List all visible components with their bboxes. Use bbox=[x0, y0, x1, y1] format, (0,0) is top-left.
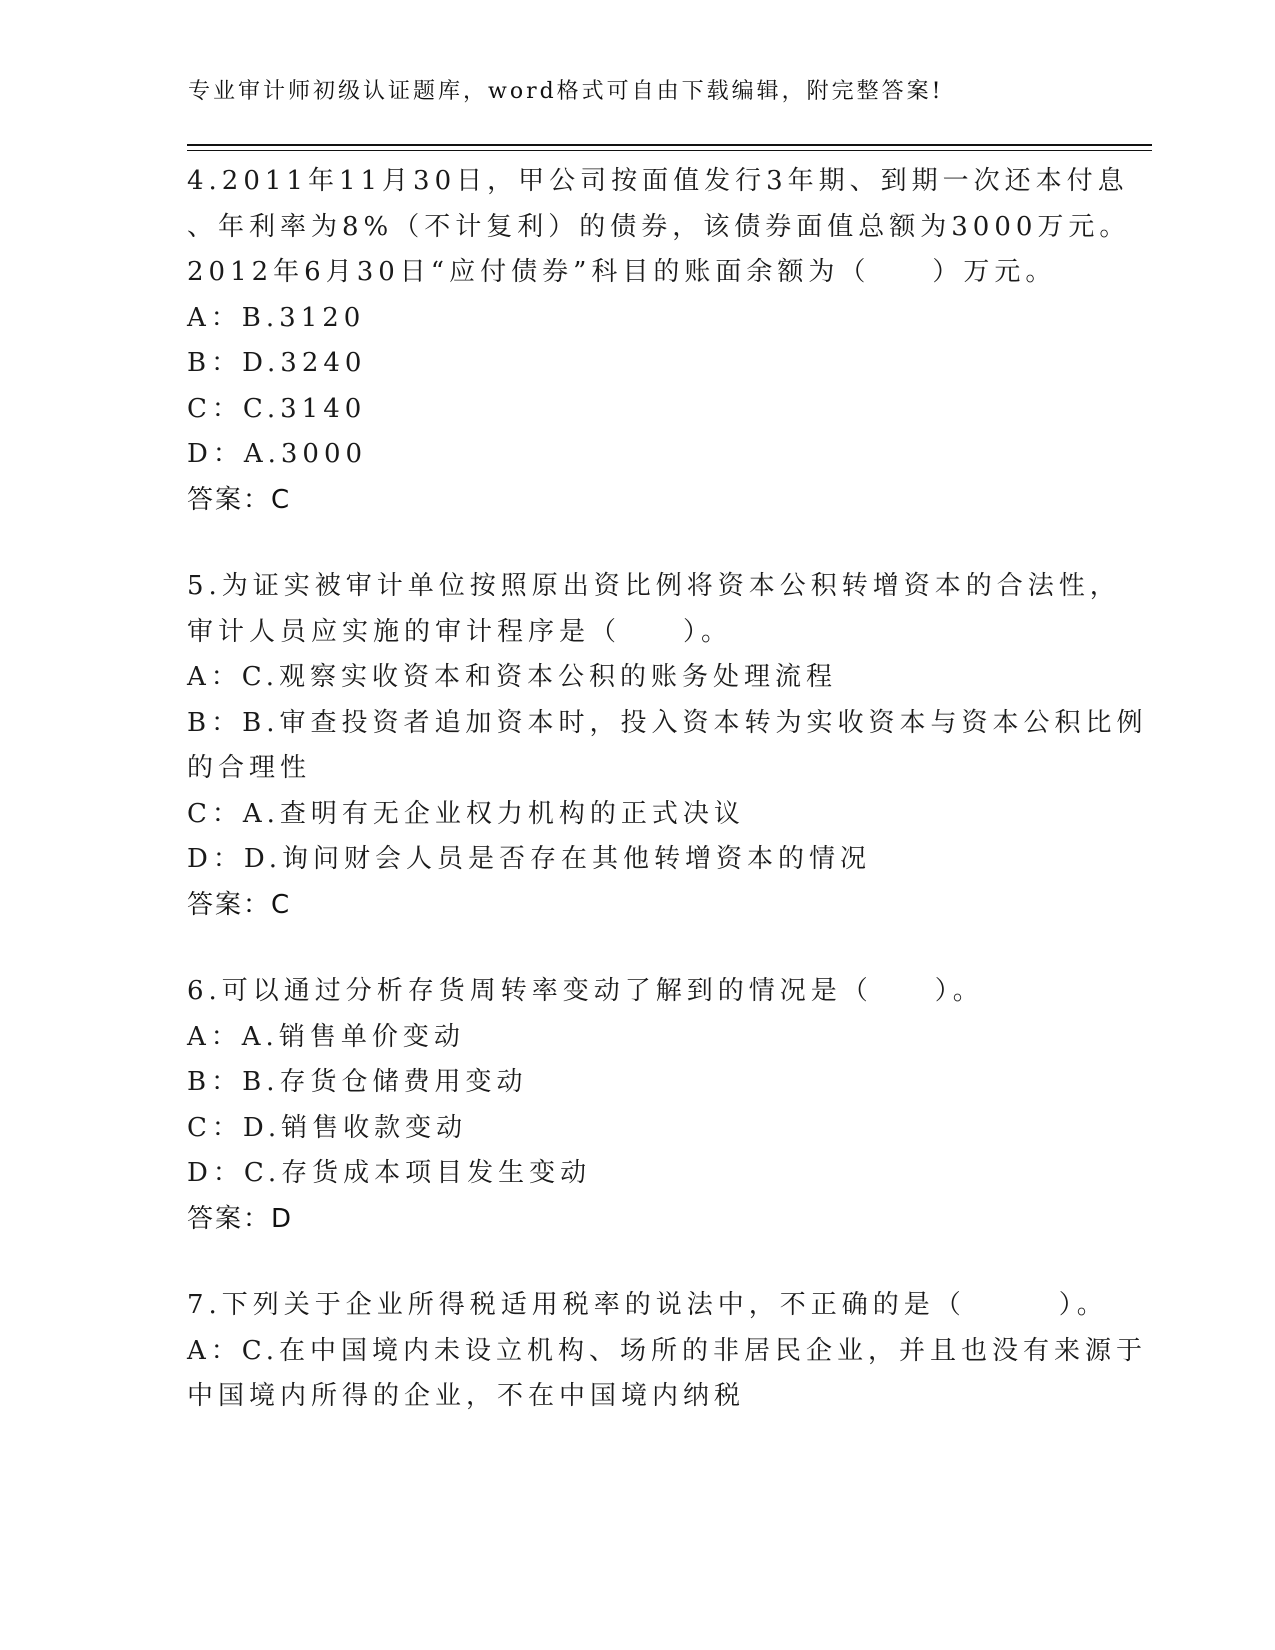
answer bbox=[187, 883, 1087, 929]
question-stem-line: 、年利率为8%（不计复利）的债券，该债券面值总额为3000万元。 bbox=[187, 211, 1131, 242]
option-a: A：A.销售单价变动 bbox=[187, 1021, 465, 1052]
answer-label: 答案： bbox=[187, 484, 272, 515]
option-d: D：C.存货成本项目发生变动 bbox=[187, 1158, 592, 1188]
question-6 bbox=[187, 969, 1087, 1242]
option-b: B：D.3240 bbox=[187, 348, 367, 378]
page-header: 专业审计师初级认证题库，word格式可自由下载编辑，附完整答案! bbox=[188, 79, 944, 104]
option-b-continued: 的合理性 bbox=[187, 753, 312, 783]
answer-label: 答案： bbox=[187, 889, 272, 920]
option-c: C：D.销售收款变动 bbox=[187, 1112, 468, 1143]
option-a: A：C.观察实收资本和资本公积的账务处理流程 bbox=[187, 662, 838, 692]
answer bbox=[187, 1197, 1087, 1243]
option-a: A：C.在中国境内未设立机构、场所的非居民企业，并且也没有来源于 bbox=[187, 1335, 1148, 1366]
option-d: D：A.3000 bbox=[187, 439, 368, 469]
question-stem-line: 4.2011年11月30日，甲公司按面值发行3年期、到期一次还本付息 bbox=[187, 166, 1129, 196]
answer-value: C bbox=[271, 484, 290, 515]
question-stem-line: 5.为证实被审计单位按照原出资比例将资本公积转增资本的合法性， bbox=[187, 571, 1121, 601]
option-a-continued: 中国境内所得的企业，不在中国境内纳税 bbox=[187, 1381, 746, 1411]
question-5 bbox=[187, 564, 1148, 928]
option-a: A：B.3120 bbox=[187, 302, 366, 333]
question-stem-line: 7.下列关于企业所得税适用税率的说法中，不正确的是（ ）。 bbox=[187, 1290, 1108, 1320]
question-7 bbox=[187, 1283, 1148, 1420]
option-b: B：B.审查投资者追加资本时，投入资本转为实收资本与资本公积比例 bbox=[187, 707, 1148, 738]
question-list bbox=[187, 159, 1148, 1461]
answer-value: C bbox=[271, 889, 290, 920]
answer-label: 答案： bbox=[187, 1203, 272, 1234]
answer-value: D bbox=[271, 1203, 292, 1234]
header-rule bbox=[187, 144, 1152, 146]
answer bbox=[187, 478, 1087, 524]
option-c: C：C.3140 bbox=[187, 393, 367, 424]
header-rule-thin bbox=[187, 150, 1152, 151]
question-4 bbox=[187, 159, 1131, 523]
question-stem-line: 2012年6月30日“应付债券”科目的账面余额为（ ）万元。 bbox=[187, 257, 1057, 287]
question-stem-line: 审计人员应实施的审计程序是（ ）。 bbox=[187, 616, 733, 647]
option-b: B：B.存货仓储费用变动 bbox=[187, 1067, 528, 1097]
option-d: D：D.询问财会人员是否存在其他转增资本的情况 bbox=[187, 844, 872, 874]
question-stem-line: 6.可以通过分析存货周转率变动了解到的情况是（ ）。 bbox=[187, 976, 984, 1006]
option-c: C：A.查明有无企业权力机构的正式决议 bbox=[187, 798, 745, 829]
